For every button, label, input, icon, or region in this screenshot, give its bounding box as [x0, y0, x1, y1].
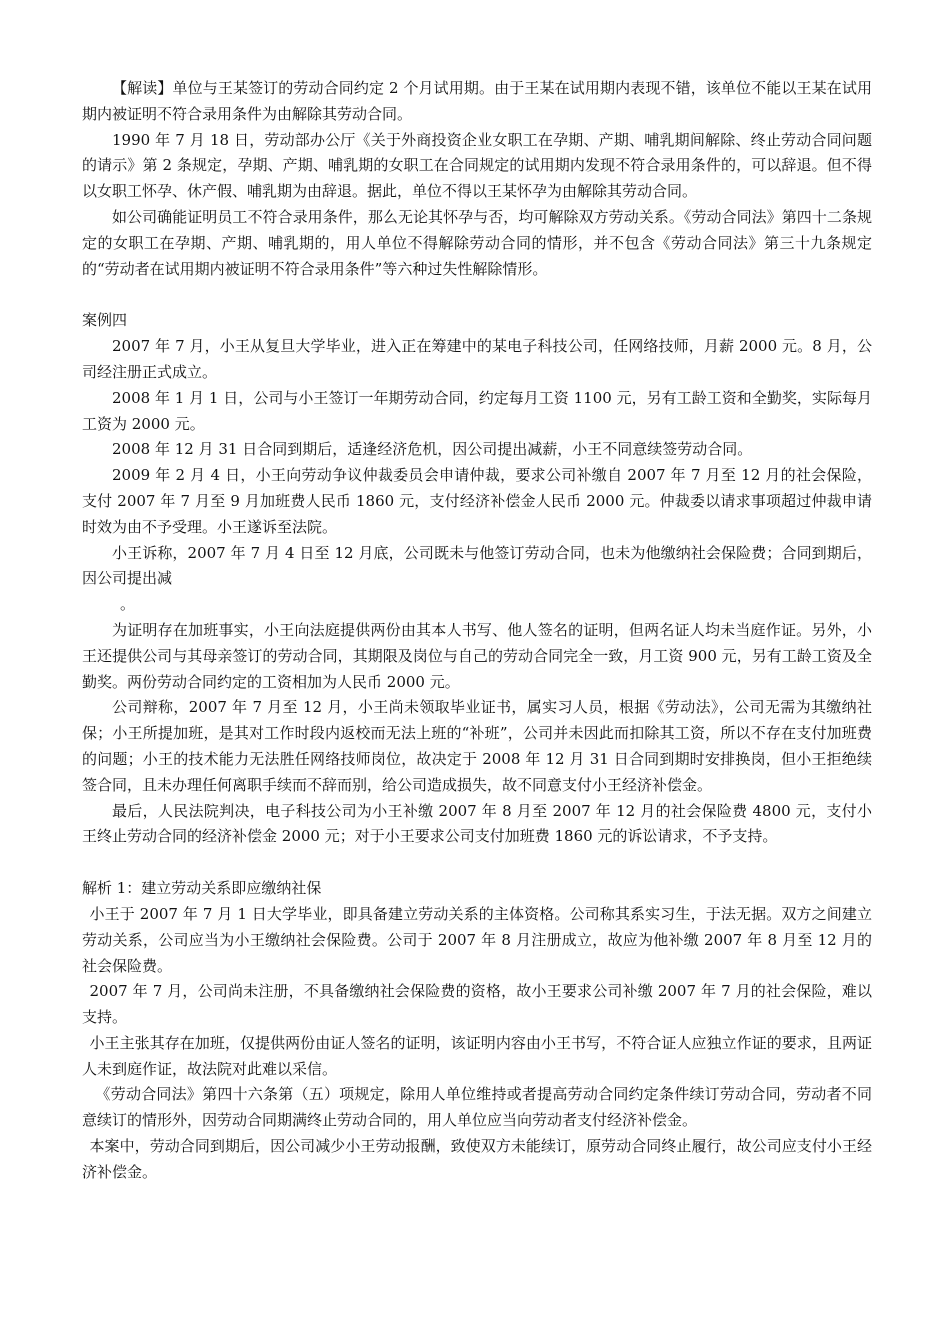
- paragraph-judgment: 最后，人民法院判决，电子科技公司为小王补缴 2007 年 8 月至 2007 年 12 月的社会保险费 4800 元，支付小王终止劳动合同的经济补偿金 2000 元；对于小王要求公司支付加班费 1860 元的诉讼请求，不予支持。: [82, 801, 872, 846]
- paragraph-contract-2008: 2008 年 1 月 1 日，公司与小王签订一年期劳动合同，约定每月工资 1100 元，另有工龄工资和全勤奖，实际每月工资为 2000 元。: [82, 388, 872, 433]
- spacer: [82, 850, 872, 876]
- paragraph-plaintiff-claim: 小王诉称，2007 年 7 月 4 日至 12 月底，公司既未与他签订劳动合同，也未为他缴纳社会保险费；合同到期后，因公司提出减: [82, 543, 872, 588]
- document-page: [82, 76, 872, 1186]
- spacer: [82, 282, 872, 308]
- analysis-heading: 解析 1：建立劳动关系即应缴纳社保: [82, 879, 322, 898]
- paragraph-analysis-5: 本案中，劳动合同到期后，因公司减少小王劳动报酬，致使双方未能续订，原劳动合同终止履行，故公司应支付小王经济补偿金。: [82, 1137, 872, 1181]
- paragraph-labor-contract-law: 如公司确能证明员工不符合录用条件，那么无论其怀孕与否，均可解除双方劳动关系。《劳动合同法》第四十二条规定的女职工在孕期、产期、哺乳期的，用人单位不得解除劳动合同的情形，并不包含《劳动合同法》第三十九条规定的“劳动者在试用期内被证明不符合录用条件”等六种过失性解除情形。: [82, 207, 872, 278]
- case-heading: 案例四: [82, 311, 128, 330]
- paragraph-analysis-2: 2007 年 7 月，公司尚未注册，不具备缴纳社会保险费的资格，故小王要求公司补缴 2007 年 7 月的社会保险，难以支持。: [82, 982, 872, 1027]
- paragraph-contract-expiry: 2008 年 12 月 31 日合同到期后，适逢经济危机，因公司提出减薪，小王不同意续签劳动合同。: [112, 440, 753, 459]
- paragraph-analysis-3: 小王主张其存在加班，仅提供两份由证人签名的证明，该证明内容由小王书写，不符合证人应独立作证的要求，且两证人未到庭作证，故法院对此难以采信。: [82, 1033, 872, 1078]
- paragraph-fragment: 。: [120, 595, 136, 614]
- paragraph-company-defense: 公司辩称，2007 年 7 月至 12 月，小王尚未领取毕业证书，属实习人员，根据《劳动法》，公司无需为其缴纳社保；小王所提加班，是其对工作时段内返校而无法上班的“补班”，公司并未因此而扣除其工资，所以不存在支付加班费的问题；小王的技术能力无法胜任网络技师岗位，故决定于 2008 年 12 月 31 日合同到期时安排换岗，但小王拒绝续签合同，且未办理任何离职手续而不辞而别，给公司造成损失，故不同意支付小王经济补偿金。: [82, 698, 872, 794]
- paragraph-interpretation: 【解读】单位与王某签订的劳动合同约定 2 个月试用期。由于王某在试用期内表现不错，该单位不能以王某在试用期内被证明不符合录用条件为由解除其劳动合同。: [82, 79, 872, 123]
- paragraph-case-intro: 2007 年 7 月，小王从复旦大学毕业，进入正在筹建中的某电子科技公司，任网络技师，月薪 2000 元。8 月，公司经注册正式成立。: [82, 337, 872, 381]
- paragraph-arbitration: 2009 年 2 月 4 日，小王向劳动争议仲裁委员会申请仲裁，要求公司补缴自 2007 年 7 月至 12 月的社会保险，支付 2007 年 7 月至 9 月加班费人民币 1860 元，支付经济补偿金人民币 2000 元。仲裁委以请求事项超过仲裁申请时效为由不予受理。小王遂诉至法院。: [82, 466, 872, 536]
- paragraph-analysis-4: 《劳动合同法》第四十六条第（五）项规定，除用人单位维持或者提高劳动合同约定条件续订劳动合同，劳动者不同意续订的情形外，因劳动合同期满终止劳动合同的，用人单位应当向劳动者支付经济补偿金。: [82, 1085, 872, 1130]
- paragraph-overtime-evidence: 为证明存在加班事实，小王向法庭提供两份由其本人书写、他人签名的证明，但两名证人均未当庭作证。另外，小王还提供公司与其母亲签订的劳动合同，其期限及岗位与自己的劳动合同完全一致，月工资 900 元，另有工龄工资及全勤奖。两份劳动合同约定的工资相加为人民币 2000 元。: [82, 620, 872, 691]
- paragraph-regulation-1990: 1990 年 7 月 18 日，劳动部办公厅《关于外商投资企业女职工在孕期、产期、哺乳期间解除、终止劳动合同问题的请示》第 2 条规定，孕期、产期、哺乳期的女职工在合同规定的试用期内发现不符合录用条件的，可以辞退。但不得以女职工怀孕、休产假、哺乳期为由辞退。据此，单位不得以王某怀孕为由解除其劳动合同。: [82, 130, 872, 201]
- paragraph-analysis-1: 小王于 2007 年 7 月 1 日大学毕业，即具备建立劳动关系的主体资格。公司称其系实习生，于法无据。双方之间建立劳动关系，公司应当为小王缴纳社会保险费。公司于 2007 年 8 月注册成立，故应为他补缴 2007 年 8 月至 12 月的社会保险费。: [82, 904, 872, 975]
